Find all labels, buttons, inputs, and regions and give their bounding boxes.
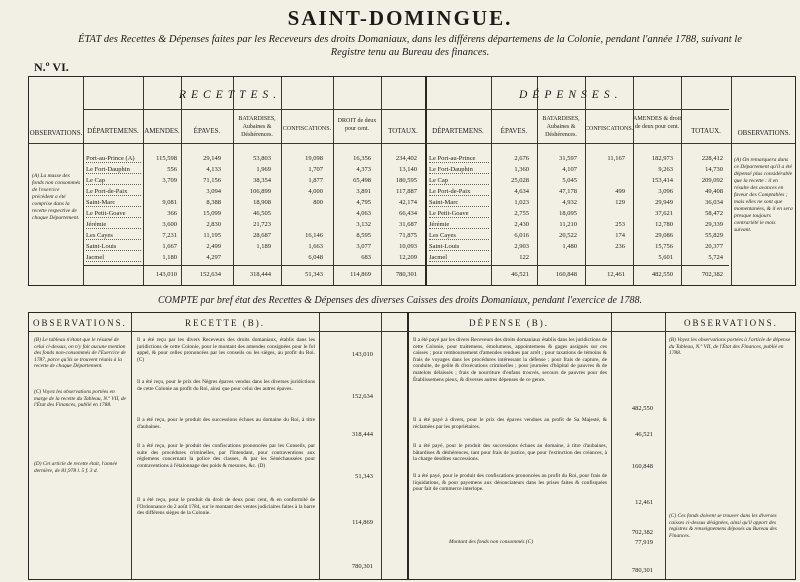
col-observations-right: OBSERVATIONS.	[737, 129, 791, 137]
col-dep-departemens: DÉPARTEMENS.	[432, 127, 484, 135]
depense-batardises: 18,095	[559, 210, 577, 217]
recette-confiscations: 800	[313, 199, 323, 206]
recette-epaves: 4,133	[206, 166, 221, 173]
recette-confiscations: 1,707	[308, 166, 323, 173]
col-dep-confiscations: CONFISCATIONS.	[585, 126, 634, 132]
recettes-heading: RECETTES.	[179, 89, 282, 101]
col-observations-left: OBSERVATIONS.	[29, 129, 83, 137]
depense-epaves: 2,755	[514, 210, 529, 217]
depense-total-row: 14,730	[705, 166, 723, 173]
recette-confiscations: 1,877	[308, 177, 323, 184]
recette-dept: Le Petit-Goave	[86, 210, 141, 218]
observation-b: (B) Le tableau n'étant que le résumé de celui ci-dessus, on n'y fait aucune mention des fonds non-consommés de l'Exercice de 1787, parce qu'ils se trouvent réunis à la recette de chaque Département.	[34, 337, 126, 370]
recette-b-heading: RECETTE (B).	[185, 318, 265, 328]
recette-amendes: 366	[167, 210, 177, 217]
total-dep-batardises: 160,848	[555, 271, 577, 278]
recette-amendes: 3,600	[162, 221, 177, 228]
recette-dept: Le Cap	[86, 177, 141, 185]
total-dep-amendes: 482,550	[651, 271, 673, 278]
montant-label: Montant des fonds non consommés (C)	[449, 539, 533, 545]
recette-batardises: 1,189	[256, 243, 271, 250]
col-amendes: AMENDES.	[144, 127, 180, 135]
depense-epaves: 4,634	[514, 188, 529, 195]
total-droit: 114,869	[350, 271, 371, 278]
recette-item-text: Il a été reçu, pour le produit des confiscations prononcées par les Conseils, par suite des procédures criminelles, par l'Intendant, pour contraventions aux réglemens concernant la police des classes, & par les Sénéchaussées pour contraventions à l'étalonnage des poids & mesures, &c. (D)	[137, 443, 315, 469]
recette-epaves: 11,195	[203, 232, 221, 239]
recette-droit: 65,498	[353, 177, 371, 184]
recette-total-row: 31,687	[399, 221, 417, 228]
depense-item-amount: 160,848	[631, 463, 653, 470]
recette-amendes: 9,081	[162, 199, 177, 206]
recette-total: 780,301	[351, 563, 373, 570]
recette-batardises: 106,899	[249, 188, 271, 195]
depense-total-row: 228,412	[701, 155, 723, 162]
depense-amendes: 15,756	[655, 243, 673, 250]
recette-dept: Jacmel	[86, 254, 141, 262]
depense-batardises: 1,480	[562, 243, 577, 250]
recette-amendes: 1,180	[162, 254, 177, 261]
depense-dept: Le Port-au-Prince	[429, 155, 489, 163]
col-confiscations: CONFISCATIONS.	[282, 126, 332, 132]
recette-epaves: 2,830	[206, 221, 221, 228]
depense-epaves: 6,016	[514, 232, 529, 239]
depense-total-row: 29,339	[705, 221, 723, 228]
recette-dept: Le Fort-Dauphin	[86, 166, 141, 174]
depense-item-amount: 482,550	[631, 405, 653, 412]
recette-confiscations: 4,000	[308, 188, 323, 195]
col-epaves: ÉPAVES.	[193, 127, 221, 135]
compte-table	[28, 312, 796, 580]
depense-total: 780,301	[631, 567, 653, 574]
recette-batardises: 38,354	[253, 177, 271, 184]
depense-amendes: 153,414	[651, 177, 673, 184]
total-batardises: 318,444	[249, 271, 271, 278]
depense-item-text: Il a été payé par les divers Receveurs des droits domaniaux établis dans les juridictions de cette Colonie, pour traitemens, émolumens, appointemens & gages assignés sur ces caisses ; pour remboursement d'amendes rendues par arrêt ; pour taxations de témoins & frais de voyages dans les procédures intéressant la défense ; pour frais de capture, de conduite, de geôle & d'exécutions criminelles ; pour journées d'hôpital de pauvres & de matelots délaissés ; frais de nourriture d'enfans trouvés, secours de pauvres pour des Établissemens pieux, & diverses autres dépenses de ce genre.	[413, 337, 607, 383]
depense-amendes: 9,263	[658, 166, 673, 173]
recette-epaves: 15,099	[203, 210, 221, 217]
depense-item-text: Il a été payé à divers, pour le prix des épaves vendues au profit de Sa Majesté, & réclamées par les propriétaires.	[413, 417, 607, 430]
recette-dept: Jérémie	[86, 221, 141, 229]
recette-droit: 3,132	[356, 221, 371, 228]
recette-droit: 4,795	[356, 199, 371, 206]
recette-total-row: 66,434	[399, 210, 417, 217]
depense-total-row: 58,472	[705, 210, 723, 217]
recette-epaves: 71,156	[203, 177, 221, 184]
recette-droit: 16,356	[353, 155, 371, 162]
recette-confiscations: 1,663	[308, 243, 323, 250]
depense-amendes: 5,601	[658, 254, 673, 261]
depense-dept: Le Petit-Goave	[429, 210, 489, 218]
depense-dept: Saint-Marc	[429, 199, 489, 207]
depense-total-row: 55,829	[705, 232, 723, 239]
depense-dept: Le Fort-Dauphin	[429, 166, 489, 174]
depense-dept: Jérémie	[429, 221, 489, 229]
total-dep-epaves: 46,521	[511, 271, 529, 278]
recette-epaves: 8,388	[206, 199, 221, 206]
depense-item-amount: 46,521	[635, 431, 653, 438]
observation2-b: (B) Voyez les observations portées à l'article de dépense du Tableau, N.º VII, de l'État des Finances, publié en 1788.	[669, 337, 791, 357]
recette-batardises: 18,908	[253, 199, 271, 206]
observation-right: (A) On remarquera dans ce Département qu'il a été dépensé plus considérable que la recette : il en résulte des avances en faveur des Comptables ; mais elles ne sont que momentanées, & il en sera presque toujours contrariété le mois suivant.	[734, 157, 793, 233]
recette-epaves: 29,149	[203, 155, 221, 162]
recette-total-row: 12,209	[399, 254, 417, 261]
total-depenses: 702,382	[701, 271, 723, 278]
recette-droit: 3,077	[356, 243, 371, 250]
col-droit: DROIT de deux pour cent.	[337, 118, 377, 132]
depense-item-amount: 12,461	[635, 499, 653, 506]
col-dep-batardises: BATARDISES, Aubaines & Déshérences.	[542, 116, 580, 138]
depenses-heading: DÉPENSES.	[519, 89, 623, 101]
col-batardises: BATARDISES, Aubaines & Déshérences.	[238, 116, 276, 138]
depense-b-heading: DÉPENSE (B).	[469, 318, 549, 328]
total-recettes: 780,301	[395, 271, 417, 278]
depense-confiscations: 174	[615, 232, 625, 239]
total-dep-confiscations: 12,461	[607, 271, 625, 278]
recette-total-row: 71,875	[399, 232, 417, 239]
col-dep-totaux: TOTAUX.	[691, 127, 721, 135]
depense-subtotal: 702,382	[631, 529, 653, 536]
depense-dept: Jacmel	[429, 254, 489, 262]
depense-total-row: 36,034	[705, 199, 723, 206]
recette-amendes: 7,231	[162, 232, 177, 239]
depense-epaves: 122	[519, 254, 529, 261]
depense-dept: Saint-Louis	[429, 243, 489, 251]
recette-dept: Saint-Marc	[86, 199, 141, 207]
recette-item-text: Il a été reçu, pour le prix des Nègres épaves vendus dans les diverses juridictions de cette Colonie au profit du Roi, ainsi que pour celui des autres épaves.	[137, 379, 315, 392]
observation-c: (C) Voyez les observations portées en marge de la recette du Tableau, N.º VII, de l'État des Finances, publié en 1788.	[34, 389, 126, 409]
observation-left: (A) La masse des fonds non consommés de l'exercice précédent a été comprise dans la recette respective de chaque Département.	[32, 173, 81, 221]
depense-confiscations: 129	[615, 199, 625, 206]
total-amendes: 143,010	[155, 271, 177, 278]
recette-batardises: 46,505	[253, 210, 271, 217]
recette-total-row: 42,174	[399, 199, 417, 206]
recette-epaves: 3,094	[206, 188, 221, 195]
depense-epaves: 2,676	[514, 155, 529, 162]
col-dep-epaves: ÉPAVES.	[500, 127, 528, 135]
depense-confiscations: 499	[615, 188, 625, 195]
depense-total-row: 5,724	[708, 254, 723, 261]
depense-epaves: 2,903	[514, 243, 529, 250]
depense-epaves: 25,028	[511, 177, 529, 184]
depense-amendes: 3,096	[658, 188, 673, 195]
depense-total-row: 209,092	[701, 177, 723, 184]
col-dep-amendes: AMENDES & droit de deux pour cent.	[633, 116, 681, 130]
depense-item-text: Il a été payé, pour le produit des successions échues au domaine, à titre d'aubaines, bâtardises & déshérences, tant pour frais de justice, que pour l'extinction des créances, à la charge desdites successions.	[413, 443, 607, 463]
depense-confiscations: 11,167	[607, 155, 625, 162]
recette-dept: Port-au-Prince (A)	[86, 155, 141, 163]
recette-droit: 4,373	[356, 166, 371, 173]
depense-epaves: 1,360	[514, 166, 529, 173]
recettes-depenses-table	[28, 76, 796, 286]
depense-confiscations: 253	[615, 221, 625, 228]
total-confiscations: 51,343	[305, 271, 323, 278]
recette-confiscations: 16,146	[305, 232, 323, 239]
observation-d: (D) Cet article de recette était, l'année dernière, de 81,978 l. 5 f. 3 d.	[34, 461, 118, 474]
recette-total-row: 117,887	[396, 188, 417, 195]
depense-batardises: 4,107	[562, 166, 577, 173]
depense-dept: Les Cayes	[429, 232, 489, 240]
depense-item-text: Il a été payé, pour le produit des confiscations prononcées au profit du Roi, pour frais de liquidations, & pour payemens aux dénonciateurs dans les prises faites & confisquées pour fait de commerce interlope.	[413, 473, 607, 493]
recette-amendes: 115,598	[156, 155, 177, 162]
recette-item-text: Il a été reçu par les divers Receveurs des droits domaniaux, établis dans les juridictions de cette Colonie, pour le montant des amendes consignées pour le fol appel, & pour celles prononcées par les conseils ou les sièges, au profit du Roi. (C)	[137, 337, 315, 363]
page-subtitle: ÉTAT des Recettes & Dépenses faites par les Receveurs des droits Domaniaux, dans les différens départemens de la Colonie, pendant l'année 1788, suivant le Registre tenu au Bureau des finances.	[78, 34, 742, 58]
recette-item-text: Il a été reçu, pour le produit des successions échues au domaine du Roi, à titre d'aubaines.	[137, 417, 315, 430]
depense-amendes: 12,780	[655, 221, 673, 228]
depense-epaves: 1,023	[514, 199, 529, 206]
recette-droit: 683	[361, 254, 371, 261]
depense-batardises: 11,210	[559, 221, 577, 228]
depense-amendes: 182,973	[651, 155, 673, 162]
montant-amount: 77,919	[635, 539, 653, 546]
recette-confiscations: 6,048	[308, 254, 323, 261]
depense-confiscations: 236	[615, 243, 625, 250]
recette-total-row: 234,402	[395, 155, 417, 162]
recette-dept: Le Port-de-Paix	[86, 188, 141, 196]
depense-dept: Le Cap	[429, 177, 489, 185]
depense-total-row: 20,377	[705, 243, 723, 250]
recette-batardises: 53,803	[253, 155, 271, 162]
recette-item-amount: 143,010	[351, 351, 373, 358]
recette-droit: 8,595	[356, 232, 371, 239]
bottom-obs-title-left: OBSERVATIONS.	[33, 318, 127, 328]
recette-amendes: 556	[167, 166, 177, 173]
observation2-c: (C) Ces fonds doivent se trouver dans les diverses caisses ci-dessus désignées, ainsi qu'il apport des registres & renseignemens déposés au Bureau des Finances.	[669, 513, 777, 539]
recette-item-amount: 114,869	[352, 519, 373, 526]
recette-total-row: 180,595	[395, 177, 417, 184]
depense-batardises: 5,045	[562, 177, 577, 184]
bottom-obs-title-right: OBSERVATIONS.	[684, 318, 778, 328]
recette-total-row: 13,140	[399, 166, 417, 173]
depense-batardises: 20,522	[559, 232, 577, 239]
recette-epaves: 4,297	[206, 254, 221, 261]
recette-item-amount: 318,444	[351, 431, 373, 438]
page-title: SAINT-DOMINGUE.	[287, 6, 513, 30]
total-epaves: 152,634	[199, 271, 221, 278]
recette-item-amount: 152,634	[351, 393, 373, 400]
table-number: N.º VI.	[34, 60, 69, 74]
depense-batardises: 4,932	[562, 199, 577, 206]
recette-droit: 4,063	[356, 210, 371, 217]
depense-dept: Le Port-de-Paix	[429, 188, 489, 196]
depense-batardises: 47,178	[559, 188, 577, 195]
recette-batardises: 28,687	[253, 232, 271, 239]
recette-item-text: Il a été reçu, pour le produit du droit de deux pour cent, & en conformité de l'Ordonnance du 2 août 1784, sur le montant des ventes judiciaires faites à la barre des différens sièges de la Colonie.	[137, 497, 315, 517]
depense-amendes: 29,086	[655, 232, 673, 239]
recette-amendes: 1,667	[162, 243, 177, 250]
recette-droit: 3,891	[356, 188, 371, 195]
col-totaux: TOTAUX.	[388, 127, 418, 135]
recette-amendes: 3,709	[162, 177, 177, 184]
depense-total-row: 49,408	[705, 188, 723, 195]
recette-total-row: 10,093	[399, 243, 417, 250]
recette-item-amount: 51,343	[355, 473, 373, 480]
depense-epaves: 2,430	[514, 221, 529, 228]
recette-dept: Saint-Louis	[86, 243, 141, 251]
recette-dept: Les Cayes	[86, 232, 141, 240]
compte-heading: COMPTE par bref état des Recettes & Dépenses des diverses Caisses des droits Domaniaux, pendant l'exercice de 1788.	[158, 295, 642, 306]
col-departemens: DÉPARTEMENS.	[87, 127, 139, 135]
recette-confiscations: 19,098	[305, 155, 323, 162]
depense-amendes: 37,621	[655, 210, 673, 217]
depense-batardises: 31,597	[559, 155, 577, 162]
recette-batardises: 1,969	[256, 166, 271, 173]
recette-batardises: 21,723	[253, 221, 271, 228]
depense-amendes: 29,949	[655, 199, 673, 206]
recette-epaves: 2,499	[206, 243, 221, 250]
